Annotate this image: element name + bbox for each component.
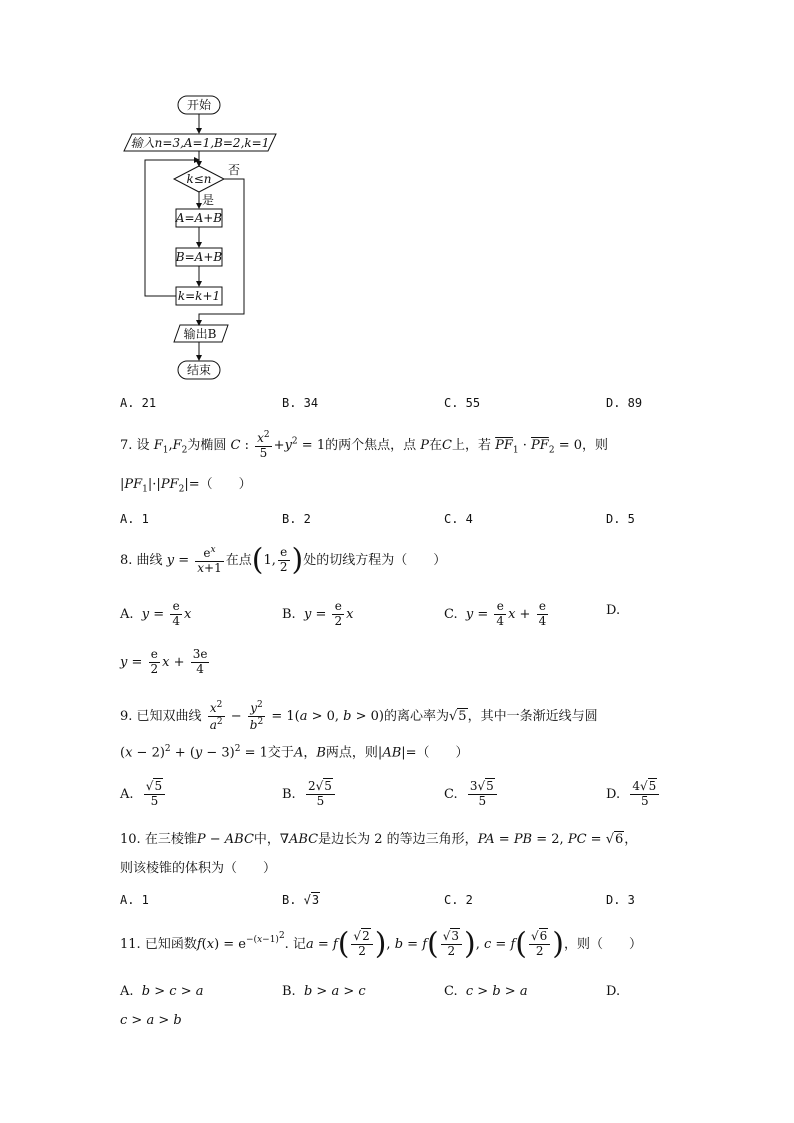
- q7-option-b: B. 2: [282, 512, 311, 526]
- no-label: 否: [228, 163, 241, 177]
- q8-text: 在点: [225, 552, 252, 568]
- q11-option-b-label: B.: [282, 984, 296, 999]
- q9-option-d-label: D.: [606, 786, 621, 802]
- q7-math-foci: F: [153, 437, 163, 453]
- yes-label: 是: [202, 193, 215, 207]
- q8-option-a-label: A.: [120, 606, 134, 622]
- q9-num: 9.: [120, 708, 133, 724]
- q10-text: 则该棱锥的体积为（ ）: [120, 861, 277, 876]
- q10-option-d: D. 3: [606, 893, 635, 907]
- q7-num: 7.: [120, 437, 133, 453]
- q7-option-a: A. 1: [120, 512, 149, 526]
- q7-text: ，则: [582, 437, 609, 453]
- q10-num: 10.: [120, 832, 141, 847]
- q11-text: ，则（ ）: [564, 936, 643, 952]
- q8-option-b-label: B.: [282, 606, 296, 622]
- q10-option-b: B. √3: [282, 893, 320, 907]
- q7-text: 的两个焦点，点: [325, 437, 417, 453]
- condition-label: k≤n: [186, 172, 212, 186]
- q11-text: 已知函数: [144, 936, 197, 952]
- q8-option-d: y = $\frac{e}{2}$ x + $\frac{3e}{4}$: [120, 647, 208, 676]
- input-label: 输入n=3,A=1,B=2,k=1: [130, 136, 270, 150]
- q11-num: 11.: [120, 936, 141, 952]
- q6-option-c: C. 55: [444, 396, 481, 410]
- end-label: 结束: [186, 363, 212, 377]
- q11-option-b: B. b > a > c: [282, 984, 366, 999]
- q9-option-c: C. $\frac{3√5}{5}$: [444, 780, 499, 809]
- q8-num: 8.: [120, 552, 133, 568]
- q8-option-d-label: D.: [606, 603, 621, 618]
- question-9-line1: 9. 已知双曲线 $\frac{x^2}{a^2}$ − $\frac{y^2}{b^2}$ = 1(a > 0, b > 0)的离心率为√5，其中一条渐近线与圆: [120, 700, 598, 732]
- q8-option-c-label: C.: [444, 606, 458, 622]
- q9-option-b: B. $\frac{2√5}{5}$: [282, 780, 337, 809]
- q9-text: =（ ）: [405, 745, 469, 761]
- q11-option-c-label: C.: [444, 984, 458, 999]
- q11-option-a: A. b > c > a: [120, 984, 204, 999]
- q8-math-func: $\frac{e^x}{x+1}$: [197, 545, 222, 575]
- q9-option-b-label: B.: [282, 786, 296, 802]
- q7-text: 为椭圆: [187, 437, 227, 453]
- flowchart: [110, 88, 290, 388]
- q10-option-b-label: B.: [282, 893, 297, 907]
- q9-text: 已知双曲线: [136, 708, 202, 724]
- q10-option-a: A. 1: [120, 893, 149, 907]
- q7-option-d: D. 5: [606, 512, 635, 526]
- q10-option-c: C. 2: [444, 893, 473, 907]
- q11-option-c: C. c > b > a: [444, 984, 528, 999]
- q7-option-c: C. 4: [444, 512, 473, 526]
- q6-option-d: D. 89: [606, 396, 643, 410]
- q7-text: 在: [429, 437, 443, 453]
- q7-text: =（ ）: [188, 477, 252, 492]
- q8-text: 曲线: [136, 552, 163, 568]
- q8-option-c: C. y = $\frac{e}{4}$ x + $\frac{e}{4}$: [444, 599, 547, 628]
- q7-math-vector: $\overline{PF}$: [495, 437, 513, 453]
- q9-option-d: D. $\frac{4√5}{5}$: [606, 780, 661, 809]
- q10-text: 在三棱锥: [144, 832, 197, 847]
- question-10-line2: [120, 862, 276, 875]
- q6-option-b: B. 34: [282, 396, 319, 410]
- q11-text: . 记: [284, 936, 306, 952]
- q11-option-d-label: D.: [606, 984, 621, 999]
- step-a-label: A=A+B: [175, 211, 223, 225]
- q7-math-frac: $\frac{x^2}{5}$: [257, 430, 270, 460]
- q7-text: 上，若: [451, 437, 491, 453]
- q10-text: 是边长为 2 的等边三角形，: [318, 832, 478, 847]
- start-label: 开始: [186, 98, 212, 112]
- question-7-line1: 7. 设 $F_1,F_2$为椭圆 C : $\frac{x^2}{5}$ $+y^2 = 1$的两个焦点，点 P在C上，若 $\overline{PF}_1 \cdot \overline{PF}_2 = 0$，则: [120, 430, 609, 460]
- q7-text: 设: [136, 437, 150, 453]
- output-label: 输出B: [183, 327, 217, 341]
- question-10-line1: 10. 在三棱锥P − ABC中，∇ABC是边长为 2 的等边三角形，PA = PB = 2, PC = √6，: [120, 832, 638, 847]
- step-k-label: k=k+1: [177, 289, 221, 303]
- q9-text: ，其中一条渐近线与圆: [467, 708, 598, 724]
- q8-option-a: A. y = $\frac{e}{4}$ x: [120, 599, 192, 628]
- question-8: 8. 曲线 y = $\frac{e^x}{x+1}$ 在点(1, $\frac{e}{2}$ )处的切线方程为（ ）: [120, 542, 447, 578]
- q10-text: 中，: [253, 832, 280, 847]
- q11-option-a-label: A.: [120, 984, 134, 999]
- q9-math-hyperbola: $\frac{x^2}{a^2}$: [209, 700, 223, 732]
- step-b-label: B=A+B: [175, 250, 223, 264]
- q8-option-b: B. y = $\frac{e}{2}$ x: [282, 599, 354, 628]
- q9-option-c-label: C.: [444, 786, 458, 802]
- q9-text: 两点，则: [325, 745, 378, 761]
- q9-option-a-label: A.: [120, 786, 134, 802]
- q6-option-a: A. 21: [120, 396, 157, 410]
- question-7-line2: $|PF_1|\cdot|PF_2|=$（ ）: [120, 477, 252, 495]
- question-11: 11. 已知函数$f(x) = e^{-(x-1)^2}$. 记a = f( $\frac{√2}{2}$ ), b = f( $\frac{√3}{2}$ ), c = f( $\frac{√6}{2}$ )，则（ ）: [120, 926, 643, 962]
- question-9-line2: $(x - 2)^2 + (y - 3)^2 = 1$交于A，B两点，则|AB|=（ ）: [120, 744, 469, 761]
- q8-text: 处的切线方程为（ ）: [303, 552, 447, 568]
- q9-text: 交于: [267, 745, 294, 761]
- q9-option-a: A. $\frac{√5}{5}$: [120, 780, 167, 809]
- q9-text: 的离心率为: [383, 708, 449, 724]
- q11-option-d: c > a > b: [120, 1013, 182, 1028]
